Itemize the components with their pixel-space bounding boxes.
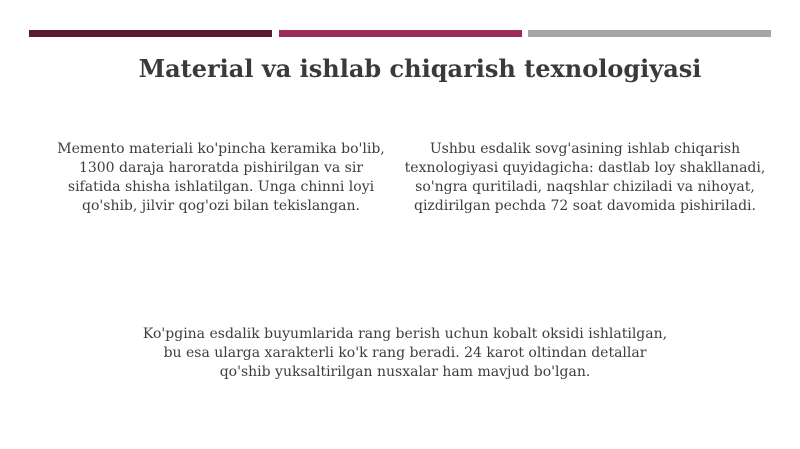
accent-bar-1: [29, 30, 272, 37]
right-text-block: Ushbu esdalik sovg'asining ishlab chiqarish texnologiyasi quyidagicha: dastlab loy shakllanadi, so'ngra quritiladi, naqshlar chiziladi va nihoyat, qizdirilgan pechda 72 soat davomida pishiriladi.: [404, 141, 766, 214]
accent-bar-2: [279, 30, 522, 37]
bottom-text-block: Ko'pgina esdalik buyumlarida rang berish uchun kobalt oksidi ishlatilgan, bu esa ularga xarakterli ko'k rang beradi. 24 karot oltindan detallar qo'shib yuksaltirilgan nusxalar ham mavjud bo'lgan.: [142, 326, 668, 380]
accent-bar-3: [528, 30, 771, 37]
left-text-block: Memento materiali ko'pincha keramika bo'lib, 1300 daraja haroratda pishirilgan va sir sifatida shisha ishlatilgan. Unga chinni loyi qo'shib, jilvir qog'ozi bilan tekislangan.: [57, 141, 385, 214]
slide-title: Material va ishlab chiqarish texnologiyasi: [138, 54, 702, 83]
